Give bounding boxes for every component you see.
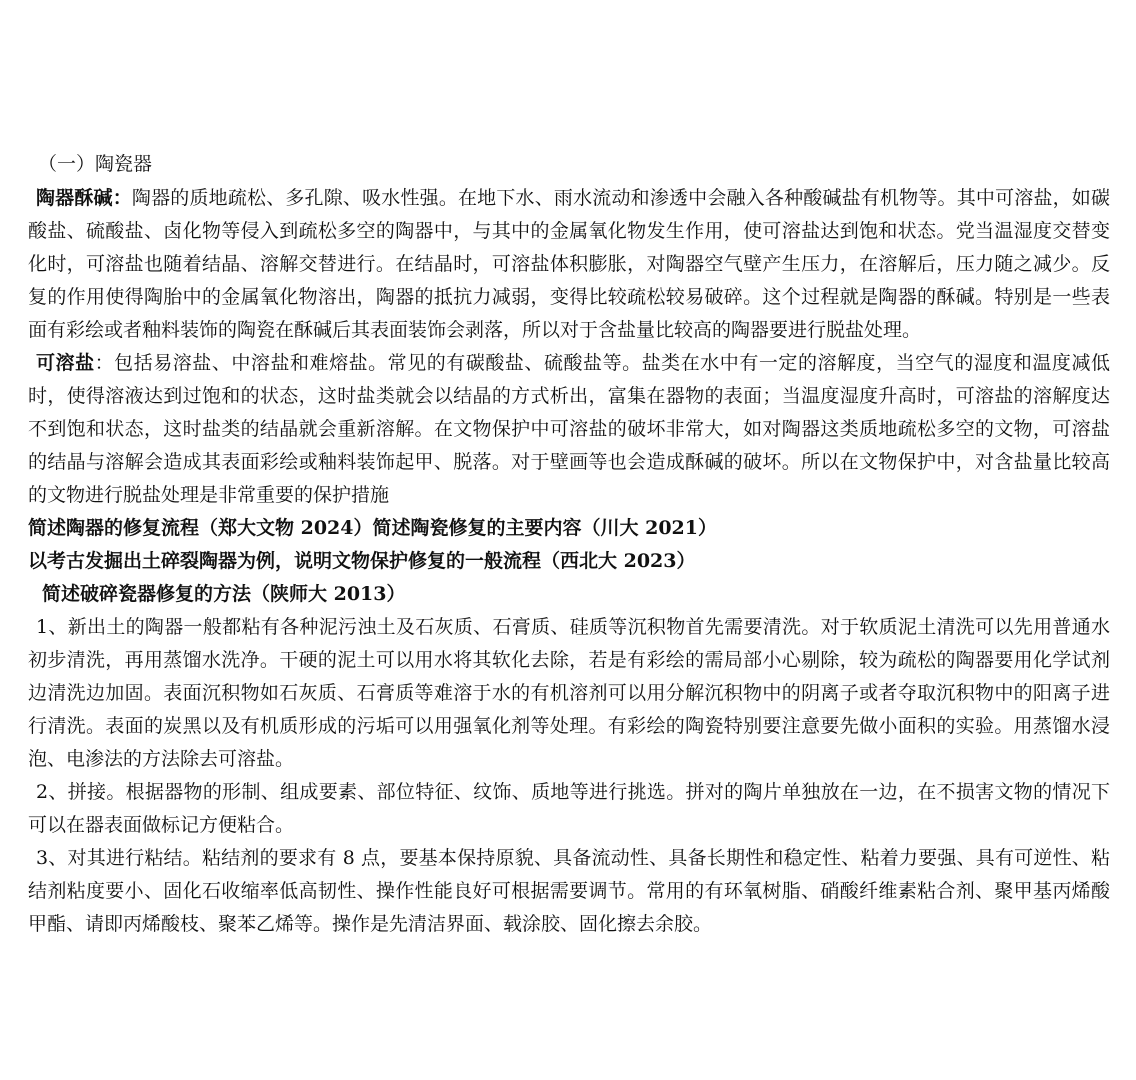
paragraph-body: 陶器的质地疏松、多孔隙、吸水性强。在地下水、雨水流动和渗透中会融入各种酸碱盐有机物等。其中可溶盐，如碳酸盐、硫酸盐、卤化物等侵入到疏松多空的陶器中，与其中的金属氧化物发生作用，使可溶盐达到饱和状态。党当温湿度交替变化时，可溶盐也随着结晶、溶解交替进行。在结晶时，可溶盐体积膨胀，对陶器空气壁产生压力，在溶解后，压力随之减少。反复的作用使得陶胎中的金属氧化物溶出，陶器的抵抗力减弱，变得比较疏松较易破碎。这个过程就是陶器的酥碱。特别是一些表面有彩绘或者釉料装饰的陶瓷在酥碱后其表面装饰会剥落，所以对于含盐量比较高的陶器要进行脱盐处理。 [28, 187, 1110, 341]
paragraph-pottery-efflorescence [28, 182, 1110, 347]
document-page [28, 148, 1110, 941]
question-heading-1: 简述陶器的修复流程（郑大文物 2024）简述陶瓷修复的主要内容（川大 2021） [28, 517, 717, 539]
step-cleaning: 1、新出土的陶器一般都粘有各种泥污浊土及石灰质、石膏质、硅质等沉积物首先需要清洗。对于软质泥土清洗可以先用普通水初步清洗，再用蒸馏水洗净。干硬的泥土可以用水将其软化去除，若是有彩绘的需局部小心剔除，较为疏松的陶器要用化学试剂边清洗边加固。表面沉积物如石灰质、石膏质等难溶于水的有机溶剂可以用分解沉积物中的阴离子或者夺取沉积物中的阳离子进行清洗。表面的炭黑以及有机质形成的污垢可以用强氧化剂等处理。有彩绘的陶瓷特别要注意要先做小面积的实验。用蒸馏水浸泡、电渗法的方法除去可溶盐。 [28, 616, 1110, 770]
section-title: （一）陶瓷器 [38, 153, 153, 175]
paragraph-body: ：包括易溶盐、中溶盐和难熔盐。常见的有碳酸盐、硫酸盐等。盐类在水中有一定的溶解度，当空气的湿度和温度减低时，使得溶液达到过饱和的状态，这时盐类就会以结晶的方式析出，富集在器物的表面；当温度湿度升高时，可溶盐的溶解度达不到饱和状态，这时盐类的结晶就会重新溶解。在文物保护中可溶盐的破坏非常大，如对陶器这类质地疏松多空的文物，可溶盐的结晶与溶解会造成其表面彩绘或釉料装饰起甲、脱落。对于壁画等也会造成酥碱的破坏。所以在文物保护中，对含盐量比较高的文物进行脱盐处理是非常重要的保护措施 [28, 352, 1110, 506]
step-bonding: 3、对其进行粘结。粘结剂的要求有 8 点，要基本保持原貌、具备流动性、具备长期性和稳定性、粘着力要强、具有可逆性、粘结剂粘度要小、固化石收缩率低高韧性、操作性能良好可根据需要调节。常用的有环氧树脂、硝酸纤维素粘合剂、聚甲基丙烯酸甲酯、请即丙烯酸枝、聚苯乙烯等。操作是先清洁界面、载涂胶、固化擦去余胶。 [28, 847, 1110, 935]
term-soluble-salt: 可溶盐 [36, 352, 95, 374]
paragraph-soluble-salt [28, 347, 1110, 512]
question-heading-2: 以考古发掘出土碎裂陶器为例，说明文物保护修复的一般流程（西北大 2023） [28, 550, 696, 572]
term-pottery-efflorescence: 陶器酥碱： [36, 187, 132, 209]
step-joining: 2、拼接。根据器物的形制、组成要素、部位特征、纹饰、质地等进行挑选。拼对的陶片单独放在一边，在不损害文物的情况下可以在器表面做标记方便粘合。 [28, 781, 1110, 836]
question-heading-3: 简述破碎瓷器修复的方法（陕师大 2013） [42, 583, 406, 605]
